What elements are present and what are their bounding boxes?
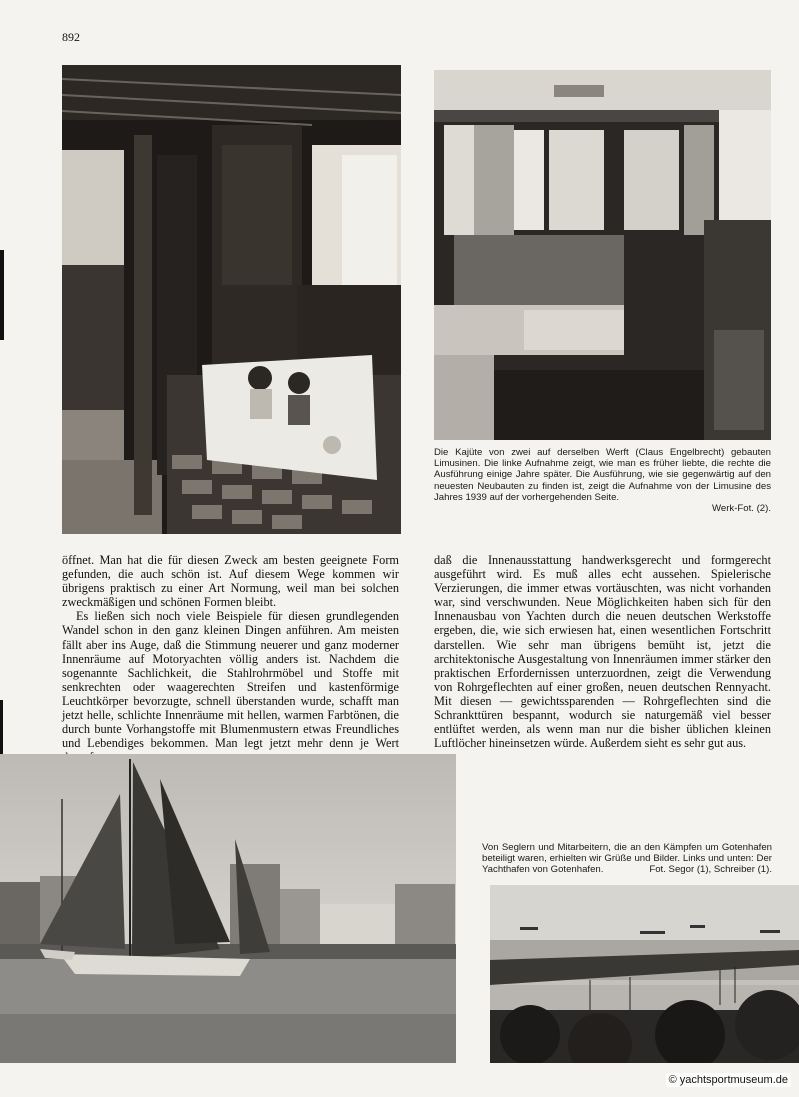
photo-cabin-right	[434, 70, 771, 440]
watermark: © yachtsportmuseum.de	[666, 1073, 791, 1087]
photo-cabin-left	[62, 65, 401, 534]
caption-top-credit: Werk-Fot. (2).	[712, 503, 771, 515]
article-paragraph: daß die Innenausstattung handwerksgerecht und formgerecht ausgeführt wird. Es muß alles echt aussehen. Spielerische Verzierungen, die immer etwas vortäuschten, was nicht vorhanden war, sind verschwunden. Neue Möglichkeiten haben sich für den Innenausbau von Yachten durch die neuen deutschen Werkstoffe ergeben, die, wie sich erwiesen hat, einen wesentlichen Fortschritt darstellen. Wie sehr man übrigens bemüht ist, jetzt die architektonische Ausgestaltung von Innenräumen immer stärker den praktischen Erfordernissen unterzuordnen, zeigt die Verwendung von Rohrgeflechten auf einer großen, neuen deutschen Rennyacht. Mit diesen — gewichtssparenden — Rohrgeflechten sind die Schrankttüren bespannt, wodurch sie naturgemäß viel besser entlüftet werden, als wenn man nur die bisher üblichen kleinen Luftlöcher hineinsetzen würde. Außerdem sieht es sehr gut aus.	[434, 553, 771, 751]
scan-edge-mark	[0, 700, 3, 760]
caption-bottom-text: Von Seglern und Mitarbeitern, die an den Kämpfen um Gotenhafen beteiligt waren, erhielten wir Grüße und Bilder. Links und unten: Der Yachthafen von Gotenhafen.	[482, 842, 772, 876]
caption-top	[434, 447, 771, 514]
page-number: 892	[62, 30, 80, 44]
scan-edge-mark	[0, 250, 4, 340]
photo-sailboats	[0, 754, 456, 1063]
caption-bottom-credit: Fot. Segor (1), Schreiber (1).	[649, 864, 772, 876]
article-paragraph: öffnet. Man hat die für diesen Zweck am besten geeignete Form gefunden, die auch schön ist. Auf diesem Wege kommen wir übrigens praktisch zu einer Art Normung, weil man bei solchen zweckmäßigen und schönen Formen bleibt.	[62, 553, 399, 610]
photo-harbor	[490, 885, 799, 1063]
article-paragraph: Es ließen sich noch viele Beispiele für diesen grundlegenden Wandel schon in den ganz kleinen Dingen anführen. Am meisten fällt aber ins Auge, daß die Stimmung neuerer und ganz moderner Innenräume auf Motoryachten völlig anders ist. Nachdem die sogenannte Sachlichkeit, die Stahlrohrmöbel und Stoffe mit senkrechten oder waagerechten Streifen und kastenförmige Leuchtkörper bevorzugte, schnell überstanden wurde, schafft man jetzt helle, schlichte Innenräume mit hellen, warmen Farbtönen, die durch bunte Vorhangstoffe mit Blumenmustern etwas Freundliches und Lebendiges bekommen. Man legt jetzt mehr denn je Wert	[62, 609, 399, 751]
article-column-left	[62, 553, 399, 764]
caption-top-text: Die Kajüte von zwei auf derselben Werft (Claus Engelbrecht) gebauten Limusinen. Die linke Aufnahme zeigt, wie man es früher liebte, die rechte die Ausführung einige Jahre später. Die Ausführung, wie sie gegenwärtig auf den neuesten Neubauten zu finden ist, zeigt die Aufnahme von der Limusine des Jahres 1939 auf der vorhergehenden Seite.	[434, 447, 771, 503]
caption-bottom	[482, 842, 772, 876]
article-column-right	[434, 553, 771, 750]
